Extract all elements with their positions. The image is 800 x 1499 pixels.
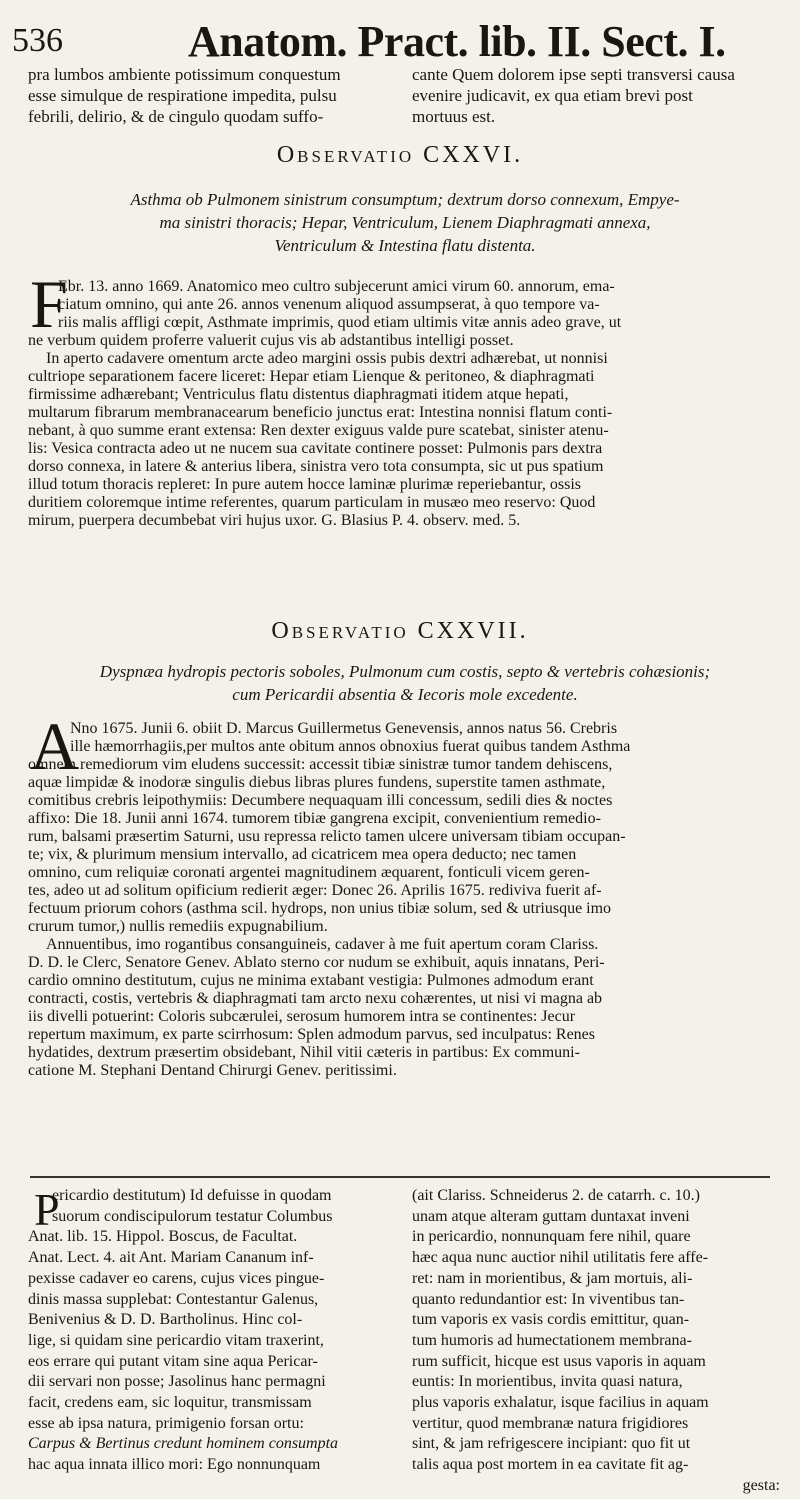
text-line: comitibus crebris leipothymiis: Decumbere nequaquam illi concessum, sedili dies & noctes (28, 792, 613, 809)
text-line: Ebr. 13. anno 1669. Anatomico meo cultro subjecerunt amici virum 60. annorum, ema- (58, 278, 615, 295)
subtitle-line: Dyspnæa hydropis pectoris soboles, Pulmonum cum costis, septo & vertebris cohæsionis; (99, 662, 711, 681)
text-line: tum vaporis ex vasis cordis emittitur, quan- (412, 1311, 690, 1329)
text-line: multarum fibrarum membranacearum beneficio junctus erat: Intestina nonnisi flatum conti- (28, 404, 613, 421)
text-line: hæc aqua nunc auctior nihil utilitatis fere affe- (412, 1249, 709, 1267)
text-line: vertitur, quod membranæ natura frigidiores (412, 1414, 689, 1432)
subtitle-line: ma sinistri thoracis; Hepar, Ventriculum, Lienem Diaphragmati annexa, (159, 213, 651, 232)
text-line: (ait Clariss. Schneiderus 2. de catarrh. c. 10.) (412, 1187, 700, 1204)
text-line: sint, & jam refrigescere incipiant: quo fit ut (412, 1435, 691, 1453)
text-line: omnino, cum reliquiæ coronati argentei magnitudinem æquarent, fonticuli vicem geren- (28, 864, 590, 881)
text-line: firmissime adhærebant; Ventriculus flatu distentus diaphragmati itidem atque hepati, (28, 386, 569, 403)
text-line: Annuentibus, imo rogantibus consanguineis, cadaver à me fuit apertum coram Clariss. (46, 936, 599, 953)
text-line: catione M. Stephani Dentand Chirurgi Genev. peritissimi. (28, 1062, 397, 1079)
continued-text-left (28, 64, 396, 127)
page-header (12, 14, 788, 70)
text-line: mirum, puerpera decumbebat viri hujus uxor. G. Blasius P. 4. observ. med. 5. (28, 512, 521, 529)
text-line: affixo: Die 18. Junii anni 1674. tumorem tibiæ gangrena excipit, convenientium remedio- (28, 810, 601, 827)
text-line: facit, credens eam, sic loquitur, transmissam (28, 1394, 312, 1412)
text-line: contracti, costis, vertebris & diaphragmati tam arcto nexu cohærentes, ut nisi vi magna ab (28, 990, 603, 1007)
continued-text (28, 64, 780, 127)
text-line: plus vaporis exhalatur, isque facilius in aquam (412, 1394, 709, 1412)
text-line: quanto redundantior est: In viventibus tan- (412, 1290, 685, 1308)
continued-text-right (412, 64, 780, 127)
text-line: euntis: In morientibus, invita quasi natura, (412, 1373, 683, 1391)
text-line: gesta: (742, 1476, 780, 1494)
subtitle-line: cum Pericardii absentia & Iecoris mole excedente. (232, 685, 578, 704)
observation-127-subtitle (40, 660, 770, 706)
text-line: lis: Vesica contracta adeo ut ne nucem sua cavitate continere posset: Pulmonis pars dextra (28, 440, 603, 457)
text-line: rum, balsami præsertim Saturni, usu repressa relicto tamen ulcere universam tibiam occupan- (28, 828, 626, 845)
drop-cap: P (34, 1184, 60, 1235)
text-line: dorso connexa, in latere & anterius libera, sinistra vero tota consumpta, sic ut pus spatium (28, 458, 604, 475)
text-line: Anat. Lect. 4. ait Ant. Mariam Cananum inf- (28, 1249, 314, 1267)
text-line: evenire judicavit, ex qua etiam brevi post (412, 86, 693, 105)
text-line: tum humoris ad humectationem membrana- (412, 1331, 692, 1349)
text-line: Nno 1675. Junii 6. obiit D. Marcus Guillermetus Genevensis, annos natus 56. Crebris (70, 720, 618, 737)
text-line: unam atque alteram guttam duntaxat inveni (412, 1207, 690, 1225)
text-line: Anat. lib. 15. Hippol. Boscus, de Facultat. (28, 1228, 298, 1246)
text-line: duritiem coloremque intime referentes, quarum particulam in musæo meo reservo: Quod (28, 494, 596, 511)
text-line: lige, si quidam sine pericardio vitam traxerint, (28, 1331, 324, 1349)
commentary-notes (28, 1186, 780, 1497)
subtitle-line: Ventriculum & Intestina flatu distenta. (274, 236, 536, 255)
text-line: cultriope separationem facere liceret: Hepar etiam Lienque & peritoneo, & diaphragmati (28, 368, 595, 385)
drop-cap: F (30, 266, 68, 342)
text-line: aquæ limpidæ & inodoræ singulis diebus libras plures fundens, superstite tamen asthmate, (28, 774, 606, 791)
text-line: ille hæmorrhagiis,per multos ante obitum annos obnoxius fuerat quibus tandem Asthma (70, 738, 631, 755)
text-line: hydatides, dextrum præsertim obsidebant, Nihil vitii cæteris in partibus: Ex communi- (28, 1044, 580, 1061)
section-divider (30, 1176, 770, 1178)
observation-126-body (28, 278, 780, 530)
text-line: crurum tumor,) nullis remediis expugnabilium. (28, 918, 328, 935)
running-head: Anatom. Pract. lib. II. Sect. I. (188, 17, 726, 66)
text-line: suorum condiscipulorum testatur Columbus (52, 1207, 333, 1225)
text-line: talis aqua post mortem in ea cavitate fit ag- (412, 1456, 689, 1474)
observation-127-title: Observatio CXXVII. (271, 618, 529, 644)
notes-right-column (412, 1186, 780, 1497)
text-line: illud totum thoracis repleret: In pure autem hocce laminæ plurimæ reperiebantur, ossis (28, 476, 581, 493)
text-line: fectuum priorum cohors (asthma scil. hydrops, non unius tibiæ solum, sed & utriusque imo (28, 900, 612, 917)
text-line: cante Quem dolorem ipse septi transversi causa (412, 65, 735, 84)
text-line: omnem remediorum vim eludens successit: accessit tibiæ sinistræ tumor tandem dehiscens, (28, 756, 613, 773)
text-line: D. D. le Clerc, Senatore Genev. Ablato sterno cor nudum se exhibuit, aquis innatans, Peri- (28, 954, 605, 971)
text-line: rum sufficit, hicque est usus vaporis in aquam (412, 1352, 706, 1370)
text-line: tes, adeo ut ad solitum opificium redierit æger: Donec 26. Aprilis 1675. rediviva fuerit af- (28, 882, 602, 899)
observation-127-body (28, 720, 780, 1080)
text-line: pra lumbos ambiente potissimum conquestum (28, 65, 341, 84)
text-line: ne verbum quidem proferre valuerit cujus vis ab adstantibus intelligi posset. (28, 332, 514, 349)
page-number: 536 (12, 22, 63, 59)
text-line: te; vix, & plurimum mensium intervallo, ad cicatricem mea opera deducto; nec tamen (28, 846, 577, 863)
text-line: mortuus est. (412, 107, 496, 126)
text-line: iis divelli potuerint: Coloris subcærulei, serosum humorem intra se continentes: Jecur (28, 1008, 576, 1025)
drop-cap: A (30, 708, 80, 784)
text-line: riis malis affligi cœpit, Asthmate imprimis, quod etiam ultimis vitæ annis adeo grave, ut (58, 314, 622, 331)
text-line: cardio omnino destitutum, cujus ne minima extabant vestigia: Pulmones admodum erant (28, 972, 594, 989)
notes-left-column (28, 1186, 396, 1497)
text-line: in pericardio, nonnunquam fere nihil, quare (412, 1228, 691, 1246)
text-line: febrili, delirio, & de cingulo quodam suffo- (28, 107, 324, 126)
text-line: ericardio destitutum) Id defuisse in quodam (52, 1187, 332, 1204)
text-line: pexisse cadaver eo carens, cujus vices pingue- (28, 1269, 325, 1287)
text-line: repertum maximum, ex parte scirrhosum: Splen admodum parvus, sed inculpatus: Renes (28, 1026, 595, 1043)
text-line: hac aqua innata illico mori: Ego nonnunquam (28, 1456, 321, 1474)
text-line: eos errare qui putant vitam sine aqua Pericar- (28, 1352, 318, 1370)
text-line: Benivenius & D. D. Bartholinus. Hinc col- (28, 1311, 303, 1329)
text-line: ret: nam in morientibus, & jam mortuis, ali- (412, 1269, 693, 1287)
observation-126-title: Observatio CXXVI. (276, 142, 524, 168)
text-line: esse simulque de respiratione impedita, pulsu (28, 86, 337, 105)
text-line: dii servari non posse; Jasolinus hanc permagni (28, 1373, 326, 1391)
text-line: Carpus & Bertinus credunt hominem consumpta (28, 1435, 339, 1453)
text-line: In aperto cadavere omentum arcte adeo margini ossis pubis dextri adhærebat, ut nonnisi (46, 350, 608, 367)
text-line: dinis massa supplebat: Contestantur Galenus, (28, 1290, 319, 1308)
text-line: ciatum omnino, qui ante 26. annos venenum aliquod assumpserat, à quo tempore va- (58, 296, 600, 313)
text-line: nebant, à quo summe erant extensa: Ren dexter exiguus valde pure scatebat, sinister atenu- (28, 422, 609, 439)
text-line: esse ab ipsa natura, primigenio forsan ortu: (28, 1414, 304, 1432)
subtitle-line: Asthma ob Pulmonem sinistrum consumptum; dextrum dorso connexum, Empye- (130, 190, 680, 209)
observation-126-subtitle (40, 188, 770, 257)
